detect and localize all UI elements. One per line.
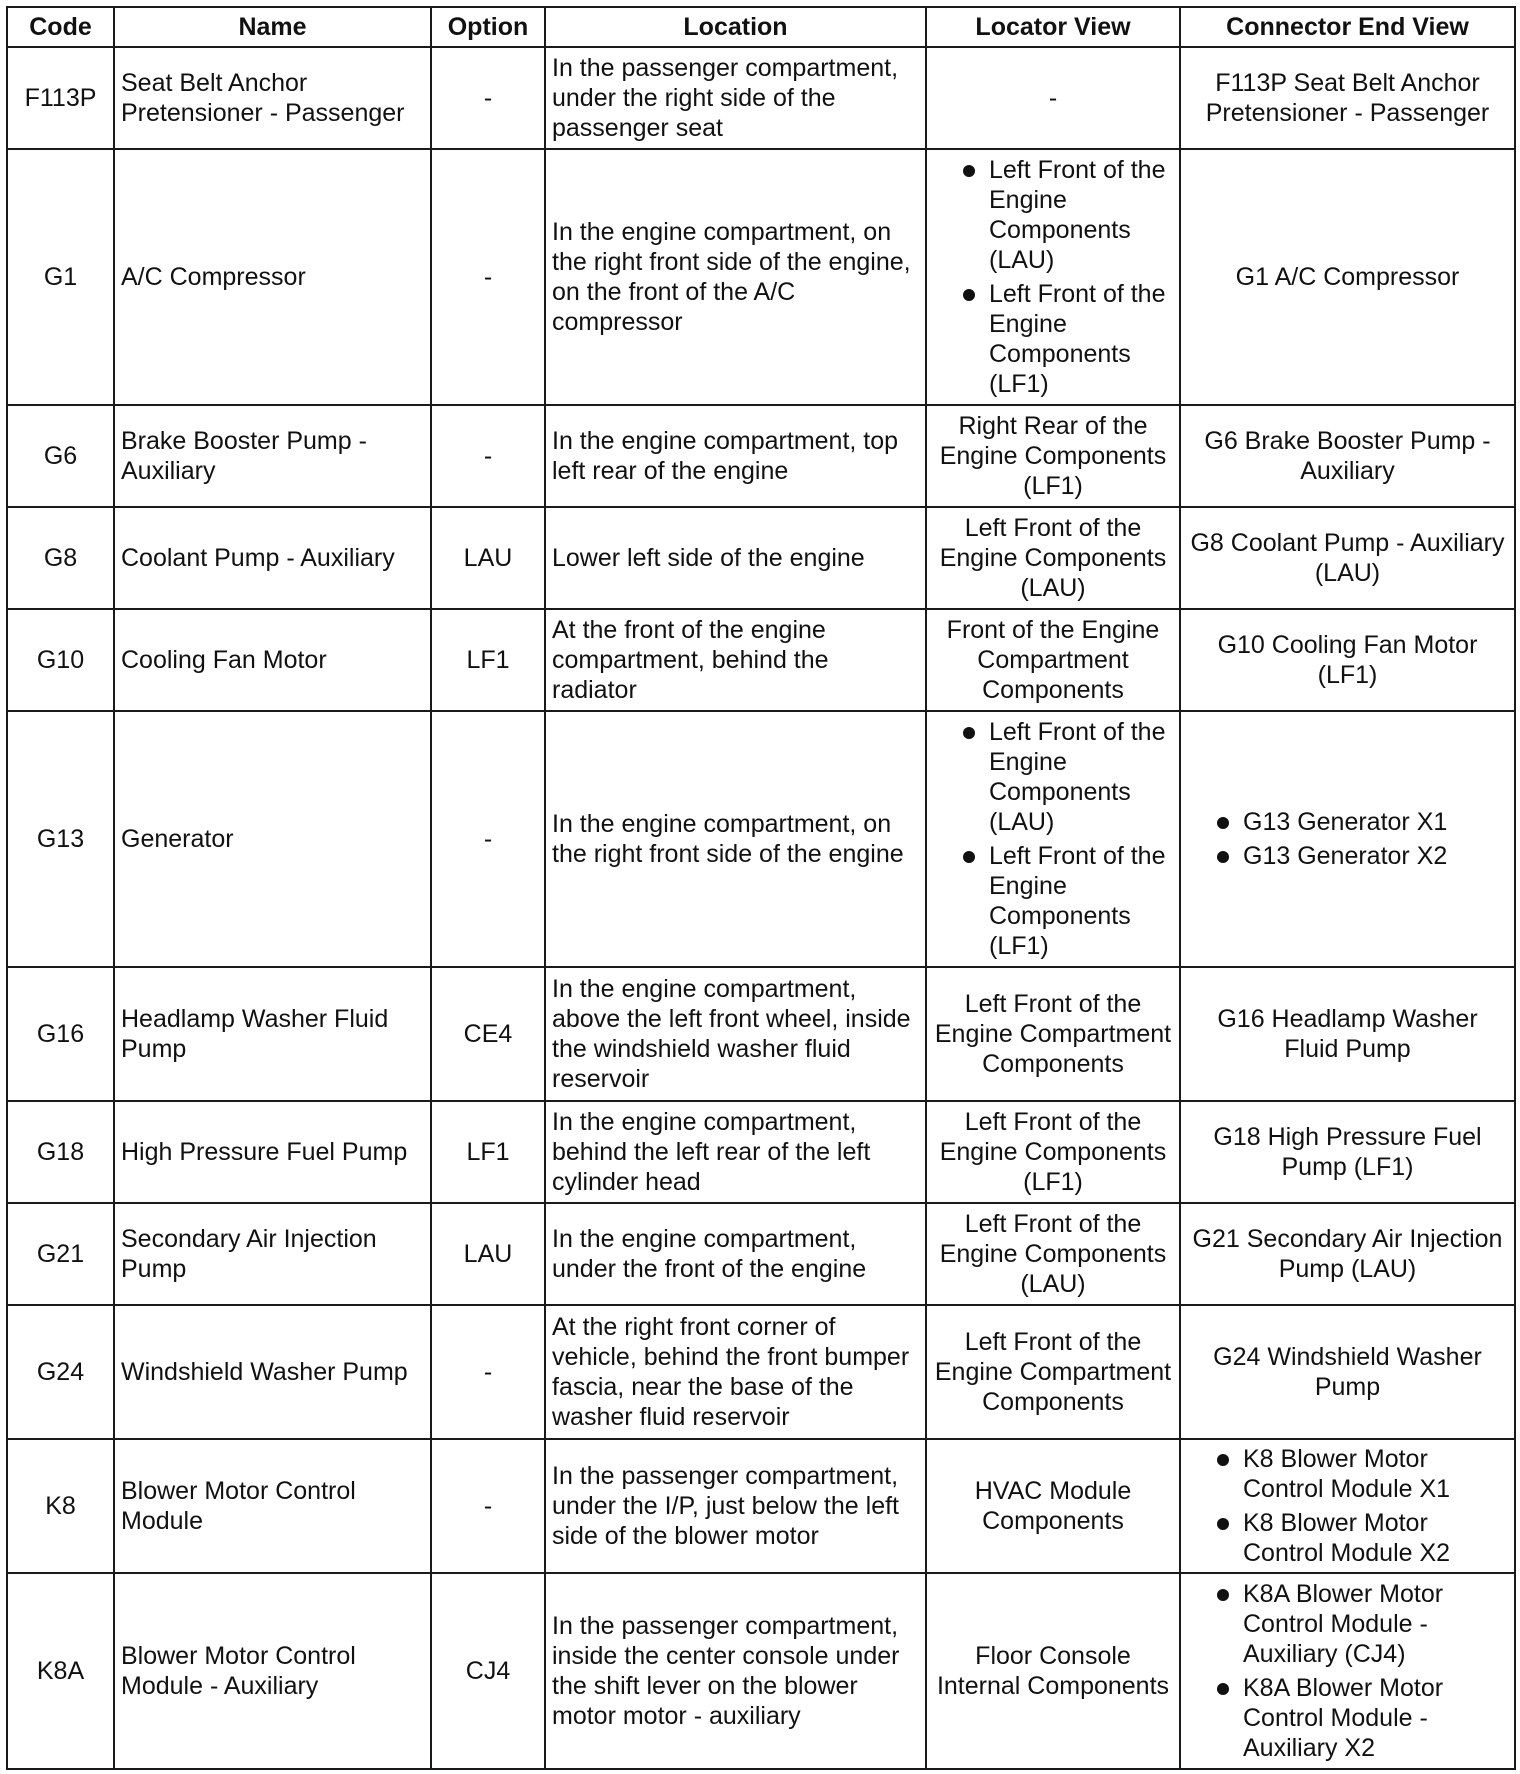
option-cell: - <box>431 405 545 507</box>
table-row <box>7 711 1515 967</box>
name-cell: Seat Belt Anchor Pretensioner - Passenger <box>114 47 431 149</box>
header-connector-end-view: Connector End View <box>1180 7 1515 47</box>
locator-view-cell: Left Front of the Engine Components (LAU) <box>926 1203 1180 1305</box>
code-cell: G8 <box>7 507 114 609</box>
locator-view-cell: Front of the Engine Compartment Components <box>926 609 1180 711</box>
locator-view-cell: Right Rear of the Engine Components (LF1) <box>926 405 1180 507</box>
option-cell: - <box>431 1305 545 1439</box>
option-cell: - <box>431 1439 545 1573</box>
name-cell: Blower Motor Control Module <box>114 1439 431 1573</box>
location-cell: Lower left side of the engine <box>545 507 926 609</box>
locator-view-list <box>933 717 1173 961</box>
option-cell: LAU <box>431 1203 545 1305</box>
connector-end-view-item: G13 Generator X1 <box>1243 807 1508 837</box>
connector-end-view-list <box>1187 807 1508 871</box>
connector-end-view-cell: G16 Headlamp Washer Fluid Pump <box>1180 967 1515 1101</box>
connector-end-view-list <box>1187 1579 1508 1763</box>
code-cell: G6 <box>7 405 114 507</box>
connector-end-view-cell <box>1180 1439 1515 1573</box>
connector-end-view-cell: F113P Seat Belt Anchor Pretensioner - Passenger <box>1180 47 1515 149</box>
connector-end-view-cell: G24 Windshield Washer Pump <box>1180 1305 1515 1439</box>
code-cell: G10 <box>7 609 114 711</box>
header-row <box>7 7 1515 47</box>
locator-view-item: Left Front of the Engine Components (LF1) <box>989 841 1173 961</box>
connector-end-view-item: G13 Generator X2 <box>1243 841 1508 871</box>
table-row <box>7 1101 1515 1203</box>
locator-view-cell <box>926 711 1180 967</box>
locator-view-cell: Left Front of the Engine Components (LF1) <box>926 1101 1180 1203</box>
connector-end-view-cell <box>1180 1573 1515 1769</box>
code-cell: K8 <box>7 1439 114 1573</box>
name-cell: Windshield Washer Pump <box>114 1305 431 1439</box>
locator-view-item: Left Front of the Engine Components (LAU) <box>989 717 1173 837</box>
code-cell: G18 <box>7 1101 114 1203</box>
location-cell: In the engine compartment, under the front of the engine <box>545 1203 926 1305</box>
code-cell: K8A <box>7 1573 114 1769</box>
table-row <box>7 609 1515 711</box>
header-option: Option <box>431 7 545 47</box>
locator-view-cell: Left Front of the Engine Compartment Components <box>926 967 1180 1101</box>
table-row <box>7 405 1515 507</box>
header-name: Name <box>114 7 431 47</box>
locator-view-cell: - <box>926 47 1180 149</box>
table-row <box>7 1305 1515 1439</box>
name-cell: High Pressure Fuel Pump <box>114 1101 431 1203</box>
header-code: Code <box>7 7 114 47</box>
location-cell: In the passenger compartment, inside the center console under the shift lever on the blower motor motor - auxiliary <box>545 1573 926 1769</box>
table-row <box>7 149 1515 405</box>
option-cell: CJ4 <box>431 1573 545 1769</box>
location-cell: In the engine compartment, on the right front side of the engine, on the front of the A/C compressor <box>545 149 926 405</box>
locator-view-item: Left Front of the Engine Components (LF1) <box>989 279 1173 399</box>
locator-view-item: Left Front of the Engine Components (LAU) <box>989 155 1173 275</box>
table-row <box>7 1203 1515 1305</box>
location-cell: In the engine compartment, on the right front side of the engine <box>545 711 926 967</box>
component-locator-table <box>6 6 1516 1770</box>
location-cell: In the engine compartment, above the left front wheel, inside the windshield washer fluid reservoir <box>545 967 926 1101</box>
connector-end-view-cell: G6 Brake Booster Pump - Auxiliary <box>1180 405 1515 507</box>
location-cell: At the front of the engine compartment, behind the radiator <box>545 609 926 711</box>
locator-view-cell: HVAC Module Components <box>926 1439 1180 1573</box>
code-cell: G1 <box>7 149 114 405</box>
connector-end-view-cell: G1 A/C Compressor <box>1180 149 1515 405</box>
location-cell: In the passenger compartment, under the I/P, just below the left side of the blower motor <box>545 1439 926 1573</box>
header-locator-view: Locator View <box>926 7 1180 47</box>
connector-end-view-cell: G21 Secondary Air Injection Pump (LAU) <box>1180 1203 1515 1305</box>
option-cell: CE4 <box>431 967 545 1101</box>
option-cell: - <box>431 149 545 405</box>
locator-view-list <box>933 155 1173 399</box>
code-cell: G21 <box>7 1203 114 1305</box>
name-cell: Generator <box>114 711 431 967</box>
locator-view-cell: Left Front of the Engine Compartment Components <box>926 1305 1180 1439</box>
code-cell: F113P <box>7 47 114 149</box>
table-row <box>7 507 1515 609</box>
header-location: Location <box>545 7 926 47</box>
location-cell: In the engine compartment, behind the left rear of the left cylinder head <box>545 1101 926 1203</box>
connector-end-view-item: K8A Blower Motor Control Module - Auxiliary (CJ4) <box>1243 1579 1508 1669</box>
locator-view-cell: Left Front of the Engine Components (LAU) <box>926 507 1180 609</box>
location-cell: In the passenger compartment, under the right side of the passenger seat <box>545 47 926 149</box>
name-cell: Secondary Air Injection Pump <box>114 1203 431 1305</box>
option-cell: LF1 <box>431 1101 545 1203</box>
location-cell: In the engine compartment, top left rear of the engine <box>545 405 926 507</box>
connector-end-view-item: K8 Blower Motor Control Module X2 <box>1243 1508 1508 1568</box>
connector-end-view-cell <box>1180 711 1515 967</box>
name-cell: Brake Booster Pump - Auxiliary <box>114 405 431 507</box>
option-cell: - <box>431 711 545 967</box>
name-cell: Headlamp Washer Fluid Pump <box>114 967 431 1101</box>
name-cell: Coolant Pump - Auxiliary <box>114 507 431 609</box>
name-cell: Cooling Fan Motor <box>114 609 431 711</box>
code-cell: G24 <box>7 1305 114 1439</box>
location-cell: At the right front corner of vehicle, behind the front bumper fascia, near the base of the washer fluid reservoir <box>545 1305 926 1439</box>
table-header <box>7 7 1515 47</box>
connector-end-view-item: K8A Blower Motor Control Module - Auxiliary X2 <box>1243 1673 1508 1763</box>
table-row <box>7 967 1515 1101</box>
table-body <box>7 47 1515 1769</box>
table-row <box>7 1573 1515 1769</box>
locator-view-cell <box>926 149 1180 405</box>
option-cell: - <box>431 47 545 149</box>
connector-end-view-cell: G18 High Pressure Fuel Pump (LF1) <box>1180 1101 1515 1203</box>
option-cell: LAU <box>431 507 545 609</box>
connector-end-view-cell: G8 Coolant Pump - Auxiliary (LAU) <box>1180 507 1515 609</box>
code-cell: G13 <box>7 711 114 967</box>
locator-view-cell: Floor Console Internal Components <box>926 1573 1180 1769</box>
code-cell: G16 <box>7 967 114 1101</box>
table-row <box>7 47 1515 149</box>
connector-end-view-item: K8 Blower Motor Control Module X1 <box>1243 1444 1508 1504</box>
name-cell: Blower Motor Control Module - Auxiliary <box>114 1573 431 1769</box>
option-cell: LF1 <box>431 609 545 711</box>
connector-end-view-list <box>1187 1444 1508 1568</box>
table-row <box>7 1439 1515 1573</box>
connector-end-view-cell: G10 Cooling Fan Motor (LF1) <box>1180 609 1515 711</box>
name-cell: A/C Compressor <box>114 149 431 405</box>
